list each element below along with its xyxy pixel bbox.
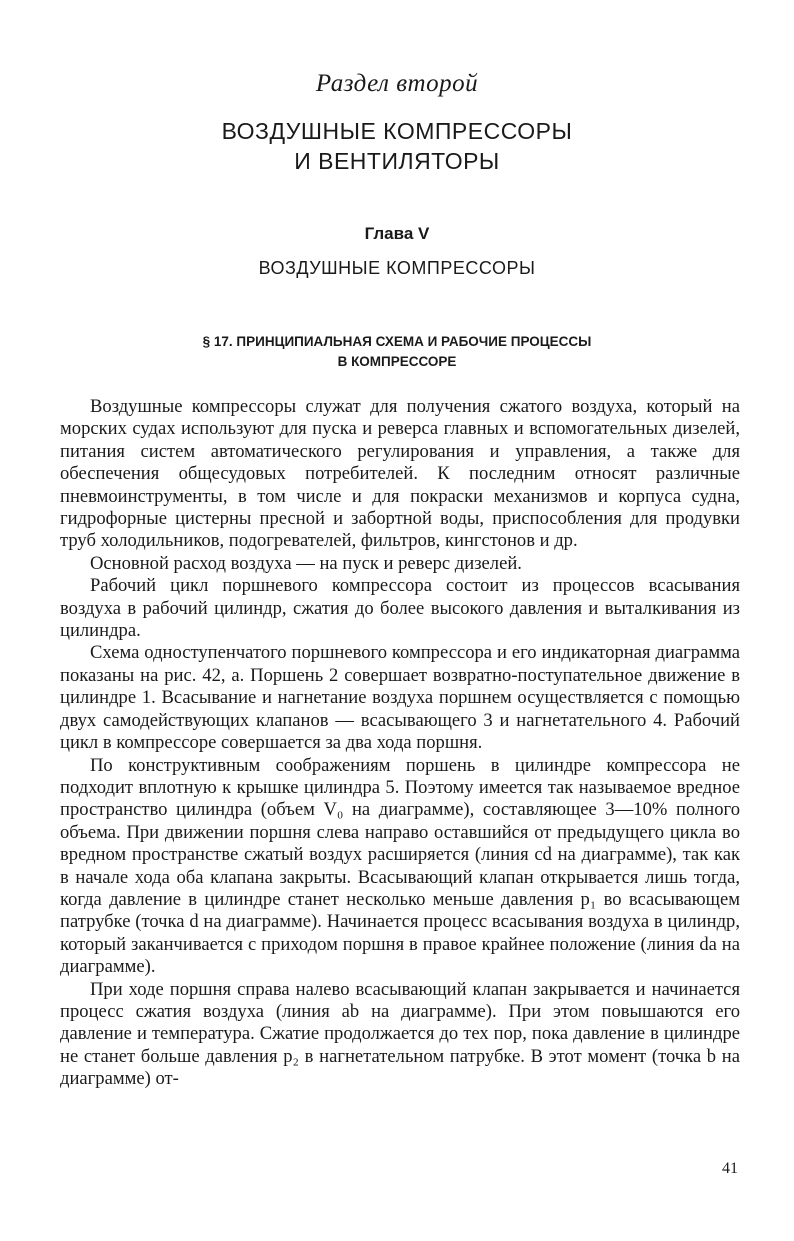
section-label: Раздел второй <box>315 70 479 97</box>
part-title-line-1: ВОЗДУШНЫЕ КОМПРЕССОРЫ <box>221 118 573 144</box>
part-title <box>0 116 794 176</box>
part-title-line-2: И ВЕНТИЛЯТОРЫ <box>294 148 500 174</box>
paragraph-3: Рабочий цикл поршневого компрессора состоит из процессов всасывания воздуха в рабочий цилиндр, сжатия до более высокого давления и выталкивания из цилиндра. <box>60 575 740 642</box>
paragraph-heading-line-1: § 17. ПРИНЦИПИАЛЬНАЯ СХЕМА И РАБОЧИЕ ПРОЦЕССЫ <box>202 334 592 349</box>
paragraph-heading <box>0 332 794 372</box>
chapter-label: Глава V <box>364 224 430 243</box>
paragraph-heading-line-2: В КОМПРЕССОРЕ <box>337 354 457 369</box>
paragraph-5: По конструктивным соображениям поршень в цилиндре компрессора не подходит вплотную к крышке цилиндра 5. Поэтому имеется так называемое вредное пространство цилиндра (объем V₀ на диаграмме), составляющее 3—10% полного объема. При движении поршня слева направо оставшийся от предыдущего цикла во вредном пространстве сжатый воздух расширяется (линия cd на диаграмме), так как в начале хода оба клапана закрыты. Всасывающий клапан открывается лишь тогда, когда давление в цилиндре станет несколько меньше давления p₁ во всасывающем патрубке (точка d на диаграмме). Начинается процесс всасывания воздуха в цилиндр, который заканчивается с приходом поршня в правое крайнее положение (линия da на диаграмме). <box>60 754 740 978</box>
chapter-title: ВОЗДУШНЫЕ КОМПРЕССОРЫ <box>258 258 536 278</box>
paragraph-1: Воздушные компрессоры служат для получения сжатого воздуха, который на морских судах используют для пуска и реверса главных и вспомогательных дизелей, питания систем автоматического регулирования и управления, а также для обеспечения общесудовых потребителей. К последним относят различные пневмоинструменты, в том числе и для покраски механизмов и корпуса судна, гидрофорные цистерны пресной и забортной воды, приспособления для продувки труб холодильников, подогревателей, фильтров, кингстонов и др. <box>60 396 740 552</box>
body-text <box>60 396 740 1091</box>
paragraph-6: При ходе поршня справа налево всасывающий клапан закрывается и начинается процесс сжатия воздуха (линия ab на диаграмме). При этом повышаются его давление и температура. Сжатие продолжается до тех пор, пока давление в цилиндре не станет больше давления p₂ в нагнетательном патрубке. В этот момент (точка b на диаграмме) от- <box>60 978 740 1090</box>
page-number: 41 <box>722 1160 738 1177</box>
paragraph-2: Основной расход воздуха — на пуск и реверс дизелей. <box>90 552 522 574</box>
paragraph-4: Схема одноступенчатого поршневого компрессора и его индикаторная диаграмма показаны на рис. 42, а. Поршень 2 совершает возвратно-поступательное движение в цилиндре 1. Всасывание и нагнетание воздуха поршнем осуществляется с помощью двух самодействующих клапанов — всасывающего 3 и нагнетательного 4. Рабочий цикл в компрессоре совершается за два хода поршня. <box>60 642 740 754</box>
